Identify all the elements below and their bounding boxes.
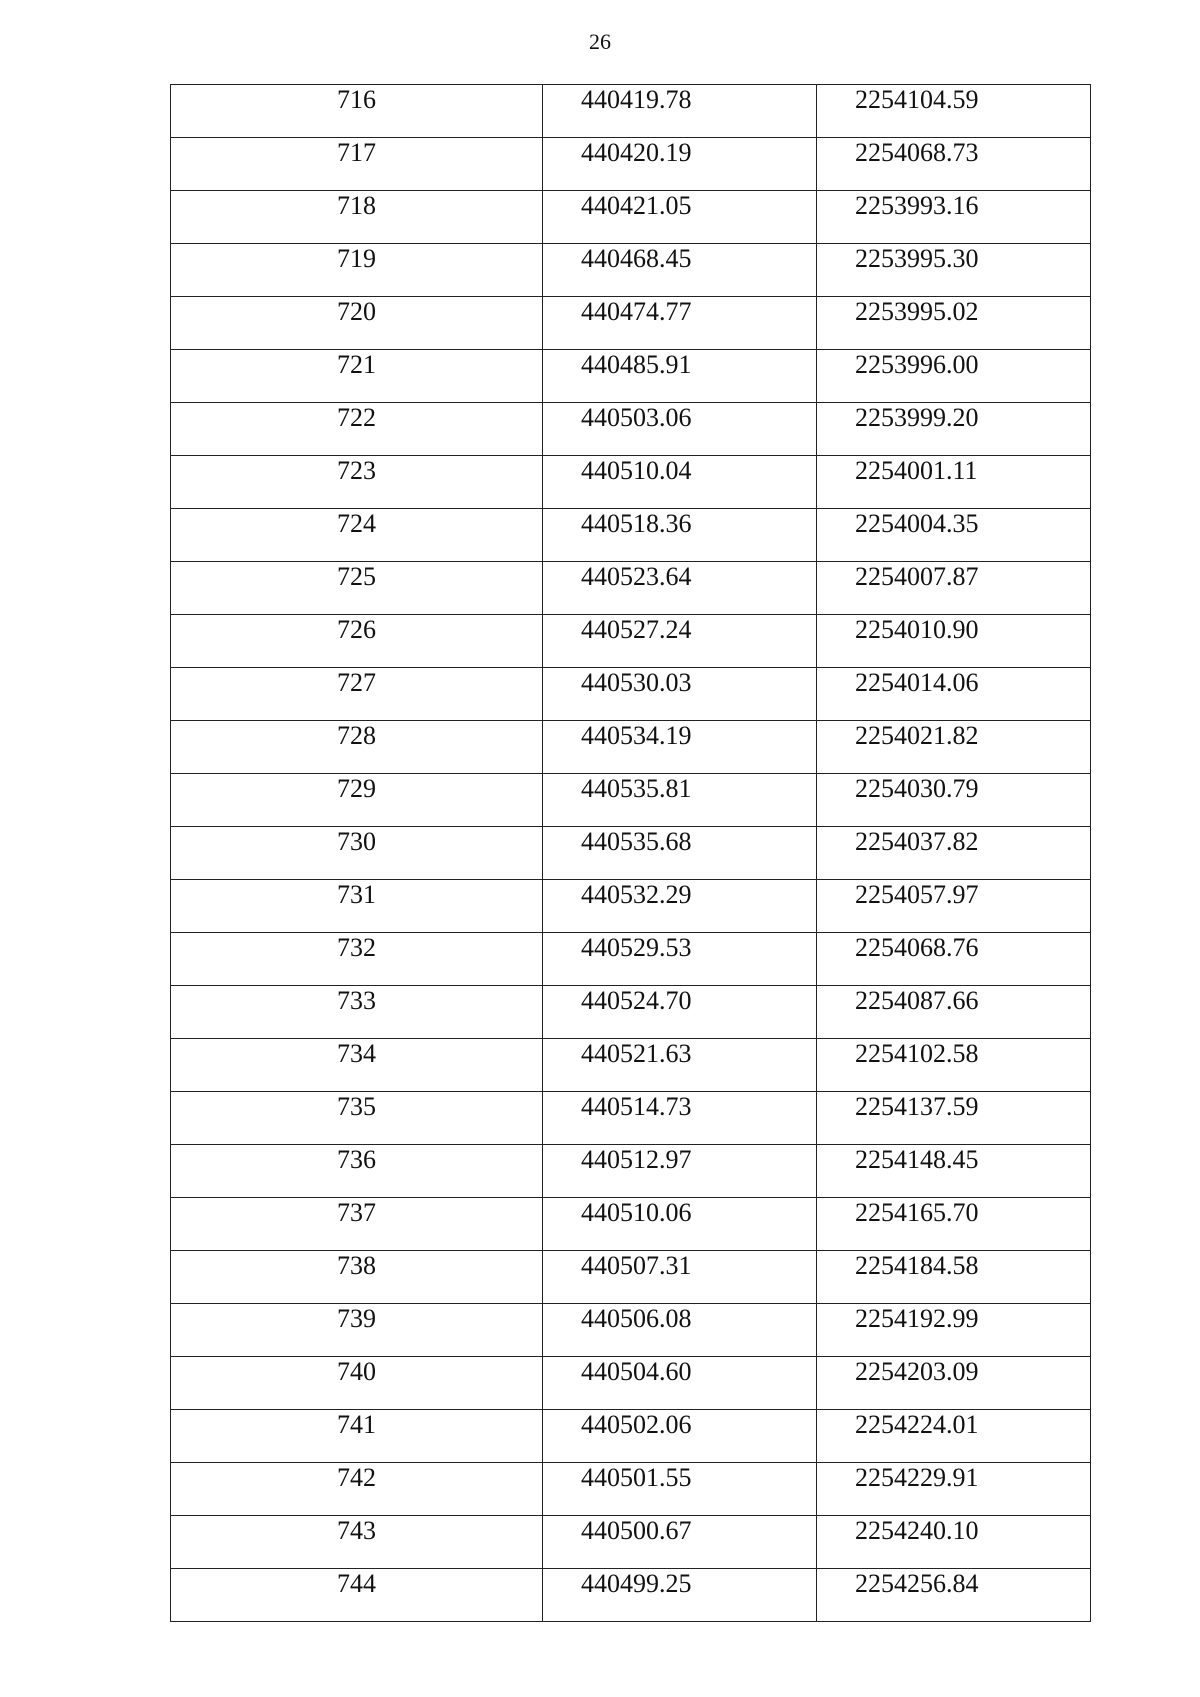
point-number-cell xyxy=(171,880,543,933)
point-number-cell xyxy=(171,668,543,721)
x-coordinate-cell xyxy=(543,774,817,827)
point-number-value: 735 xyxy=(337,1092,376,1121)
point-number-value: 720 xyxy=(337,297,376,326)
point-number-value: 729 xyxy=(337,774,376,803)
table-row xyxy=(171,138,1091,191)
x-coordinate-value: 440532.29 xyxy=(581,880,692,909)
point-number-cell xyxy=(171,933,543,986)
y-coordinate-value: 2254014.06 xyxy=(855,668,979,697)
point-number-cell xyxy=(171,1304,543,1357)
y-coordinate-cell xyxy=(817,1569,1091,1622)
x-coordinate-value: 440534.19 xyxy=(581,721,692,750)
x-coordinate-value: 440524.70 xyxy=(581,986,692,1015)
table-row xyxy=(171,350,1091,403)
y-coordinate-value: 2254010.90 xyxy=(855,615,979,644)
y-coordinate-cell xyxy=(817,297,1091,350)
y-coordinate-cell xyxy=(817,827,1091,880)
point-number-cell xyxy=(171,615,543,668)
x-coordinate-value: 440502.06 xyxy=(581,1410,692,1439)
y-coordinate-cell xyxy=(817,1304,1091,1357)
x-coordinate-value: 440527.24 xyxy=(581,615,692,644)
x-coordinate-cell xyxy=(543,509,817,562)
y-coordinate-cell xyxy=(817,721,1091,774)
point-number-cell xyxy=(171,191,543,244)
x-coordinate-cell xyxy=(543,191,817,244)
y-coordinate-value: 2254240.10 xyxy=(855,1516,979,1545)
y-coordinate-value: 2254021.82 xyxy=(855,721,979,750)
y-coordinate-cell xyxy=(817,1463,1091,1516)
x-coordinate-cell xyxy=(543,85,817,138)
y-coordinate-value: 2254004.35 xyxy=(855,509,979,538)
x-coordinate-value: 440529.53 xyxy=(581,933,692,962)
y-coordinate-value: 2254148.45 xyxy=(855,1145,979,1174)
y-coordinate-cell xyxy=(817,1410,1091,1463)
y-coordinate-cell xyxy=(817,191,1091,244)
y-coordinate-value: 2254224.01 xyxy=(855,1410,979,1439)
table-row xyxy=(171,297,1091,350)
y-coordinate-value: 2254104.59 xyxy=(855,85,979,114)
y-coordinate-value: 2254192.99 xyxy=(855,1304,979,1333)
point-number-cell xyxy=(171,1251,543,1304)
x-coordinate-cell xyxy=(543,1198,817,1251)
point-number-cell xyxy=(171,403,543,456)
point-number-cell xyxy=(171,721,543,774)
y-coordinate-value: 2254102.58 xyxy=(855,1039,979,1068)
point-number-cell xyxy=(171,827,543,880)
y-coordinate-value: 2253996.00 xyxy=(855,350,979,379)
y-coordinate-value: 2254184.58 xyxy=(855,1251,979,1280)
x-coordinate-cell xyxy=(543,827,817,880)
x-coordinate-cell xyxy=(543,1569,817,1622)
y-coordinate-value: 2254165.70 xyxy=(855,1198,979,1227)
point-number-cell xyxy=(171,456,543,509)
x-coordinate-value: 440512.97 xyxy=(581,1145,692,1174)
point-number-value: 741 xyxy=(337,1410,376,1439)
y-coordinate-cell xyxy=(817,85,1091,138)
y-coordinate-value: 2254256.84 xyxy=(855,1569,979,1598)
y-coordinate-value: 2254068.76 xyxy=(855,933,979,962)
x-coordinate-cell xyxy=(543,1092,817,1145)
y-coordinate-value: 2253995.30 xyxy=(855,244,979,273)
y-coordinate-cell xyxy=(817,1251,1091,1304)
y-coordinate-value: 2254229.91 xyxy=(855,1463,979,1492)
point-number-cell xyxy=(171,509,543,562)
point-number-cell xyxy=(171,1516,543,1569)
point-number-value: 725 xyxy=(337,562,376,591)
table-row xyxy=(171,1304,1091,1357)
table-row xyxy=(171,721,1091,774)
y-coordinate-cell xyxy=(817,933,1091,986)
x-coordinate-value: 440521.63 xyxy=(581,1039,692,1068)
x-coordinate-cell xyxy=(543,138,817,191)
x-coordinate-cell xyxy=(543,1516,817,1569)
y-coordinate-cell xyxy=(817,456,1091,509)
x-coordinate-value: 440485.91 xyxy=(581,350,692,379)
x-coordinate-cell xyxy=(543,562,817,615)
point-number-value: 721 xyxy=(337,350,376,379)
x-coordinate-value: 440535.68 xyxy=(581,827,692,856)
y-coordinate-cell xyxy=(817,986,1091,1039)
y-coordinate-value: 2254203.09 xyxy=(855,1357,979,1386)
table-row xyxy=(171,1039,1091,1092)
x-coordinate-cell xyxy=(543,1145,817,1198)
y-coordinate-cell xyxy=(817,403,1091,456)
point-number-value: 738 xyxy=(337,1251,376,1280)
point-number-value: 733 xyxy=(337,986,376,1015)
point-number-value: 724 xyxy=(337,509,376,538)
page-number: 26 xyxy=(589,29,611,54)
x-coordinate-value: 440504.60 xyxy=(581,1357,692,1386)
x-coordinate-value: 440501.55 xyxy=(581,1463,692,1492)
y-coordinate-value: 2254030.79 xyxy=(855,774,979,803)
point-number-value: 739 xyxy=(337,1304,376,1333)
x-coordinate-cell xyxy=(543,668,817,721)
x-coordinate-cell xyxy=(543,403,817,456)
y-coordinate-cell xyxy=(817,1145,1091,1198)
x-coordinate-value: 440510.04 xyxy=(581,456,692,485)
point-number-cell xyxy=(171,1198,543,1251)
point-number-value: 719 xyxy=(337,244,376,273)
y-coordinate-value: 2253999.20 xyxy=(855,403,979,432)
x-coordinate-value: 440468.45 xyxy=(581,244,692,273)
point-number-value: 742 xyxy=(337,1463,376,1492)
table-row xyxy=(171,615,1091,668)
point-number-value: 731 xyxy=(337,880,376,909)
x-coordinate-value: 440500.67 xyxy=(581,1516,692,1545)
x-coordinate-value: 440419.78 xyxy=(581,85,692,114)
point-number-cell xyxy=(171,85,543,138)
table-row xyxy=(171,191,1091,244)
point-number-cell xyxy=(171,1039,543,1092)
y-coordinate-value: 2254068.73 xyxy=(855,138,979,167)
y-coordinate-cell xyxy=(817,244,1091,297)
x-coordinate-value: 440499.25 xyxy=(581,1569,692,1598)
y-coordinate-value: 2254001.11 xyxy=(855,456,978,485)
point-number-value: 723 xyxy=(337,456,376,485)
y-coordinate-cell xyxy=(817,668,1091,721)
x-coordinate-value: 440420.19 xyxy=(581,138,692,167)
x-coordinate-cell xyxy=(543,456,817,509)
x-coordinate-value: 440474.77 xyxy=(581,297,692,326)
point-number-cell xyxy=(171,1463,543,1516)
point-number-value: 718 xyxy=(337,191,376,220)
y-coordinate-cell xyxy=(817,1516,1091,1569)
x-coordinate-value: 440535.81 xyxy=(581,774,692,803)
y-coordinate-cell xyxy=(817,562,1091,615)
x-coordinate-cell xyxy=(543,721,817,774)
table-row xyxy=(171,85,1091,138)
point-number-cell xyxy=(171,562,543,615)
point-number-cell xyxy=(171,1145,543,1198)
table-row xyxy=(171,668,1091,721)
y-coordinate-value: 2253993.16 xyxy=(855,191,979,220)
point-number-cell xyxy=(171,774,543,827)
y-coordinate-cell xyxy=(817,138,1091,191)
point-number-value: 732 xyxy=(337,933,376,962)
table-row xyxy=(171,1569,1091,1622)
y-coordinate-value: 2253995.02 xyxy=(855,297,979,326)
x-coordinate-cell xyxy=(543,1357,817,1410)
table-row xyxy=(171,827,1091,880)
x-coordinate-value: 440510.06 xyxy=(581,1198,692,1227)
point-number-cell xyxy=(171,244,543,297)
table-row xyxy=(171,244,1091,297)
table-row xyxy=(171,986,1091,1039)
x-coordinate-cell xyxy=(543,350,817,403)
y-coordinate-value: 2254007.87 xyxy=(855,562,979,591)
x-coordinate-value: 440514.73 xyxy=(581,1092,692,1121)
x-coordinate-cell xyxy=(543,297,817,350)
y-coordinate-cell xyxy=(817,509,1091,562)
point-number-value: 717 xyxy=(337,138,376,167)
x-coordinate-cell xyxy=(543,1304,817,1357)
x-coordinate-cell xyxy=(543,1410,817,1463)
y-coordinate-cell xyxy=(817,774,1091,827)
point-number-value: 736 xyxy=(337,1145,376,1174)
x-coordinate-value: 440530.03 xyxy=(581,668,692,697)
x-coordinate-cell xyxy=(543,615,817,668)
table-row xyxy=(171,1092,1091,1145)
table-row xyxy=(171,1516,1091,1569)
table-row xyxy=(171,933,1091,986)
point-number-value: 744 xyxy=(337,1569,376,1598)
table-row xyxy=(171,880,1091,933)
x-coordinate-value: 440507.31 xyxy=(581,1251,692,1280)
y-coordinate-cell xyxy=(817,1198,1091,1251)
point-number-cell xyxy=(171,350,543,403)
table-row xyxy=(171,1198,1091,1251)
coordinates-table-body xyxy=(171,85,1091,1622)
point-number-value: 743 xyxy=(337,1516,376,1545)
coordinates-table xyxy=(170,84,1091,1622)
point-number-value: 740 xyxy=(337,1357,376,1386)
point-number-cell xyxy=(171,1357,543,1410)
table-row xyxy=(171,774,1091,827)
x-coordinate-cell xyxy=(543,986,817,1039)
point-number-cell xyxy=(171,1092,543,1145)
x-coordinate-cell xyxy=(543,244,817,297)
table-row xyxy=(171,456,1091,509)
table-row xyxy=(171,1145,1091,1198)
table-row xyxy=(171,509,1091,562)
y-coordinate-value: 2254037.82 xyxy=(855,827,979,856)
point-number-cell xyxy=(171,1569,543,1622)
y-coordinate-cell xyxy=(817,880,1091,933)
y-coordinate-value: 2254087.66 xyxy=(855,986,979,1015)
point-number-value: 728 xyxy=(337,721,376,750)
table-row xyxy=(171,1463,1091,1516)
point-number-value: 737 xyxy=(337,1198,376,1227)
y-coordinate-value: 2254137.59 xyxy=(855,1092,979,1121)
y-coordinate-value: 2254057.97 xyxy=(855,880,979,909)
point-number-value: 730 xyxy=(337,827,376,856)
table-row xyxy=(171,403,1091,456)
point-number-cell xyxy=(171,1410,543,1463)
x-coordinate-cell xyxy=(543,933,817,986)
x-coordinate-value: 440518.36 xyxy=(581,509,692,538)
y-coordinate-cell xyxy=(817,615,1091,668)
x-coordinate-value: 440503.06 xyxy=(581,403,692,432)
table-row xyxy=(171,1357,1091,1410)
table-row xyxy=(171,1251,1091,1304)
y-coordinate-cell xyxy=(817,350,1091,403)
x-coordinate-cell xyxy=(543,880,817,933)
point-number-value: 727 xyxy=(337,668,376,697)
x-coordinate-cell xyxy=(543,1039,817,1092)
point-number-value: 716 xyxy=(337,85,376,114)
x-coordinate-value: 440421.05 xyxy=(581,191,692,220)
x-coordinate-cell xyxy=(543,1463,817,1516)
table-row xyxy=(171,1410,1091,1463)
table-row xyxy=(171,562,1091,615)
point-number-value: 734 xyxy=(337,1039,376,1068)
x-coordinate-value: 440523.64 xyxy=(581,562,692,591)
point-number-value: 726 xyxy=(337,615,376,644)
y-coordinate-cell xyxy=(817,1357,1091,1410)
point-number-cell xyxy=(171,138,543,191)
point-number-value: 722 xyxy=(337,403,376,432)
x-coordinate-cell xyxy=(543,1251,817,1304)
point-number-cell xyxy=(171,986,543,1039)
y-coordinate-cell xyxy=(817,1092,1091,1145)
point-number-cell xyxy=(171,297,543,350)
y-coordinate-cell xyxy=(817,1039,1091,1092)
x-coordinate-value: 440506.08 xyxy=(581,1304,692,1333)
